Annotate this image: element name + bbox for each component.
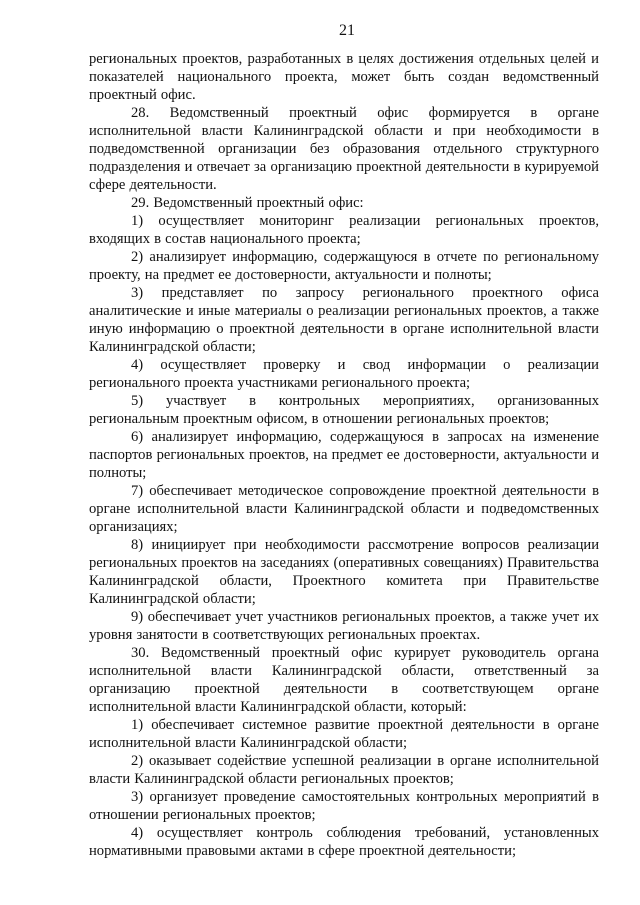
list-item-30-4: 4) осуществляет контроль соблюдения требований, установленных нормативными правовыми актами в сфере проектной деятельности; — [89, 825, 599, 859]
list-item-29-2: 2) анализирует информацию, содержащуюся в отчете по региональному проекту, на предмет ее достоверности, актуальности и полноты; — [89, 249, 599, 283]
paragraph-30: 30. Ведомственный проектный офис курирует руководитель органа исполнительной власти Калининградской области, ответственный за организацию проектной деятельности в соответствующем органе исполнительной власти Калининградской области, который: — [89, 645, 599, 715]
list-item-29-3: 3) представляет по запросу регионального проектного офиса аналитические и иные материалы о реализации региональных проектов, а также иную информацию о проектной деятельности в органе исполнительной власти Калининградской области; — [89, 285, 599, 355]
list-item-29-1: 1) осуществляет мониторинг реализации региональных проектов, входящих в состав национального проекта; — [89, 213, 599, 247]
list-item-29-4: 4) осуществляет проверку и свод информации о реализации регионального проекта участниками регионального проекта; — [89, 357, 599, 391]
list-item-30-3: 3) организует проведение самостоятельных контрольных мероприятий в отношении региональных проектов; — [89, 789, 599, 823]
list-item-29-6: 6) анализирует информацию, содержащуюся в запросах на изменение паспортов региональных проектов, на предмет ее достоверности, актуальности и полноты; — [89, 429, 599, 481]
paragraph-continuation: региональных проектов, разработанных в целях достижения отдельных целей и показателей национального проекта, может быть создан ведомственный проектный офис. — [89, 51, 599, 103]
paragraph-29-heading: 29. Ведомственный проектный офис: — [131, 195, 364, 211]
page-number: 21 — [339, 22, 355, 39]
list-item-30-1: 1) обеспечивает системное развитие проектной деятельности в органе исполнительной власти Калининградской области; — [89, 717, 599, 751]
list-item-29-5: 5) участвует в контрольных мероприятиях, организованных региональным проектным офисом, в отношении региональных проектов; — [89, 393, 599, 427]
paragraph-28: 28. Ведомственный проектный офис формируется в органе исполнительной власти Калининградской области и при необходимости в подведомственной организации без образования отдельного структурного подразделения и отвечает за организацию проектной деятельности в курируемой сфере деятельности. — [89, 105, 599, 193]
document-page — [89, 22, 599, 860]
list-item-30-2: 2) оказывает содействие успешной реализации в органе исполнительной власти Калининградской области региональных проектов; — [89, 753, 599, 787]
list-item-29-8: 8) инициирует при необходимости рассмотрение вопросов реализации региональных проектов на заседаниях (оперативных совещаниях) Правительства Калининградской области, Проектного комитета при Правительстве Калининградской области; — [89, 537, 599, 607]
list-item-29-7: 7) обеспечивает методическое сопровождение проектной деятельности в органе исполнительной власти Калининградской области и подведомственных организациях; — [89, 483, 599, 535]
list-item-29-9: 9) обеспечивает учет участников региональных проектов, а также учет их уровня занятости в соответствующих региональных проектах. — [89, 609, 599, 643]
